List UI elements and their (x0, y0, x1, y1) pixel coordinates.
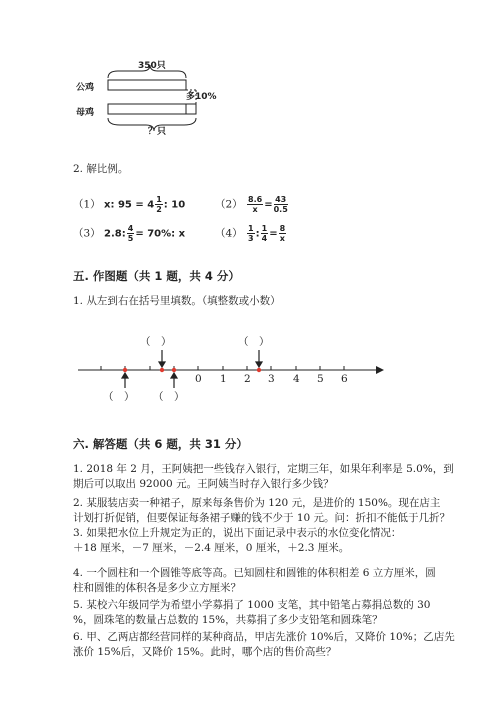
answer-line: 5. 某校六年级同学为希望小学募捐了 1000 支笔，其中铅笔占募捐总数的 30 (73, 599, 431, 611)
tick-label-6: 6 (341, 373, 348, 385)
section-5-question: 1. 从左到右在括号里填数。（填整数或小数） (73, 295, 281, 307)
problem-2-number: （2） (215, 198, 243, 211)
tick-label-1: 1 (220, 373, 227, 385)
unknown-label: ？只 (148, 127, 167, 137)
answer-line: 6. 甲、乙两店都经营同样的某种商品，甲店先涨价 10%后，又降价 10%；乙店先 (73, 631, 455, 643)
blank-above-2: （ ） (238, 336, 270, 348)
blank-above-1: （ ） (140, 336, 172, 348)
answer-line: 4. 一个圆柱和一个圆锥等底等高。已知圆柱和圆锥的体积相差 6 立方厘米，圆 (73, 567, 436, 579)
answer-line: 期后可以取出 92000 元。王阿姨当时存入银行多少钱？ (73, 478, 334, 490)
answer-line: 柱和圆锥的体积各是多少立方厘米？ (73, 582, 241, 594)
problem-1-fraction: $\frac{1}{2}$ (156, 195, 162, 214)
problem-2-fraction-right: $\frac{43}{0.5}$ (273, 195, 288, 214)
problem-1-pre: x: 95 = 4 (104, 199, 155, 211)
tick-label-5: 5 (317, 373, 324, 385)
problem-4-fraction-3: $\frac{8}{x}$ (279, 224, 286, 243)
total-label: 350只 (138, 61, 166, 71)
section-6-title: 六. 解答题（共 6 题，共 31 分） (73, 437, 248, 451)
blank-below-1: （ ） (103, 391, 135, 403)
problem-4-fraction-1: $\frac{1}{3}$ (248, 224, 254, 243)
extra-percent-label: 多10% (186, 92, 217, 102)
problem-4-fraction-2: $\frac{1}{4}$ (261, 224, 268, 243)
solve-heading: 2. 解比例。 (73, 163, 129, 175)
tick-label-4: 4 (293, 373, 300, 385)
problem-1-post: : 10 (163, 199, 186, 211)
tick-label-2: 2 (244, 373, 251, 385)
problem-4-equals: = (269, 228, 278, 240)
section-5-title: 五. 作图题（共 1 题，共 4 分） (73, 269, 240, 283)
bar-diagram (70, 58, 240, 138)
answer-line: 1. 2018 年 2 月，王阿姨把一些钱存入银行，定期三年，如果年利率是 5.0%，到 (73, 463, 454, 475)
answer-line: %，圆珠笔的数量占总数的 15%，共募捐了多少支铅笔和圆珠笔？ (73, 614, 383, 626)
problem-4-number: （4） (215, 227, 243, 240)
problem-2 (215, 195, 289, 214)
problem-3-post: = 70%: x (135, 228, 186, 240)
problem-3-pre: 2.8: (104, 228, 126, 240)
problem-2-equals: = (264, 199, 273, 211)
marker-point-4 (257, 368, 261, 372)
problem-4 (215, 224, 287, 243)
blank-below-2: （ ） (153, 391, 185, 403)
answer-line: 2. 某服装店卖一种裙子，原来每条售价为 120 元，是进价的 150%。现在店主 (73, 497, 441, 509)
problem-3 (73, 224, 185, 243)
answer-line: 计划打折促销，但要保证每条裙子赚的钱不少于 10 元。问：折扣不能低于几折？ (73, 512, 451, 524)
problem-3-number: （3） (73, 227, 101, 240)
answer-line: ＋18 厘米，－7 厘米，－2.4 厘米，0 厘米，＋2.3 厘米。 (73, 542, 350, 554)
answer-line: 3. 如果把水位上升规定为正的，说出下面记录中表示的水位变化情况： (73, 527, 402, 539)
problem-1 (73, 195, 185, 214)
rooster-label: 公鸡 (76, 83, 95, 93)
marker-point-1 (123, 368, 127, 372)
problem-4-colon: : (255, 228, 260, 240)
hen-label: 母鸡 (76, 108, 95, 118)
problem-2-fraction-left: $\frac{8.6}{x}$ (248, 195, 263, 214)
tick-label-0: 0 (195, 373, 202, 385)
marker-point-2 (160, 368, 164, 372)
marker-point-3 (172, 368, 176, 372)
number-line (70, 330, 390, 410)
tick-label-3: 3 (268, 373, 275, 385)
answer-line: 涨价 15%后，又降价 15%。此时，哪个店的售价高些？ (73, 646, 337, 658)
problem-3-fraction: $\frac{4}{5}$ (127, 224, 134, 243)
problem-1-number: （1） (73, 198, 101, 211)
